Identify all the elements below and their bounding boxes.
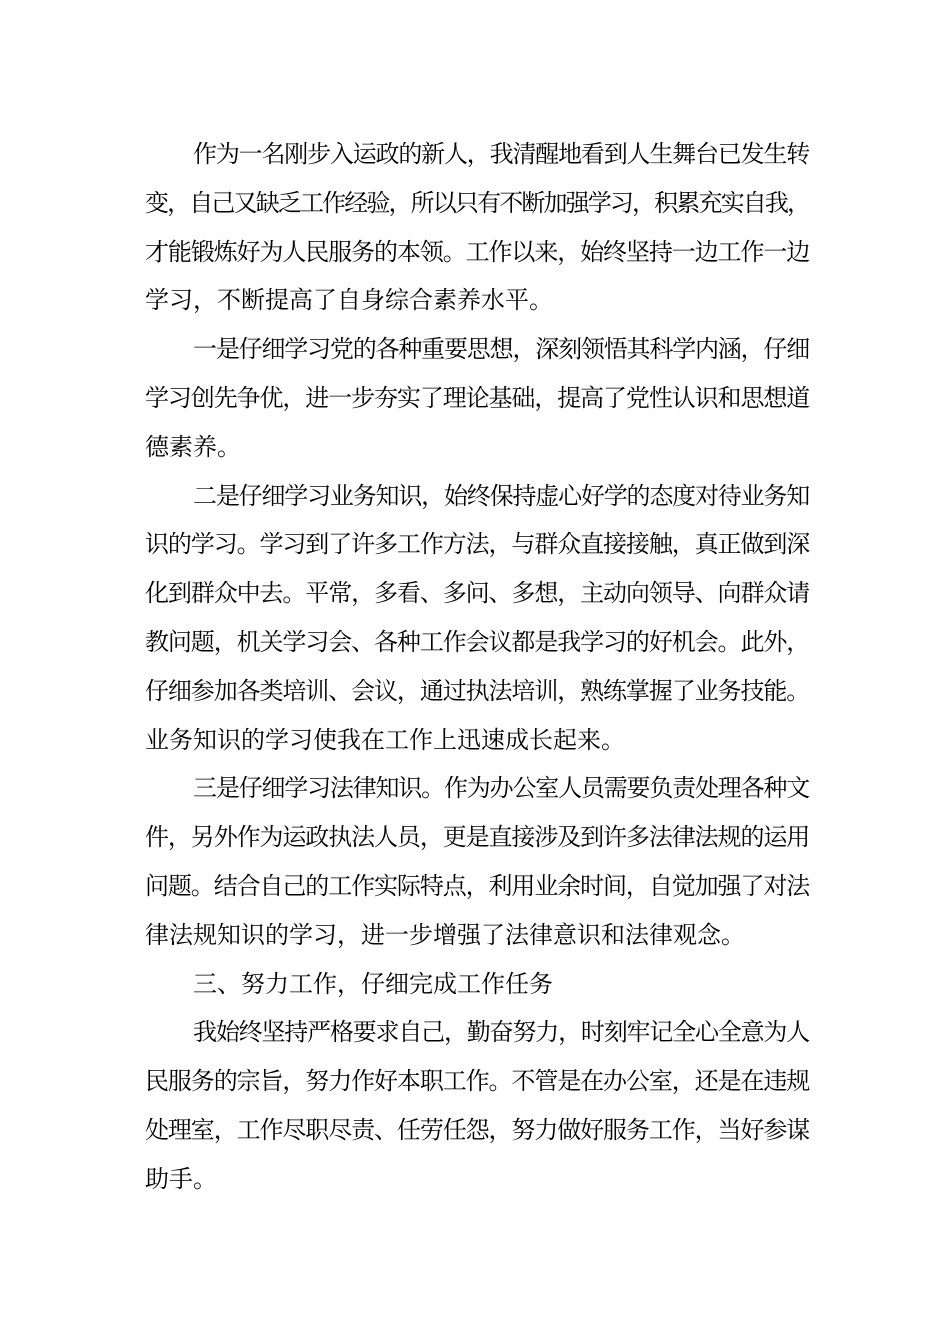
text-line: 仔细参加各类培训、会议，通过执法培训，熟练掌握了业务技能。	[145, 676, 809, 705]
text-line: 识的学习。学习到了许多工作方法，与群众直接接触，真正做到深	[145, 530, 809, 559]
document-body	[145, 130, 809, 1204]
text-line: 民服务的宗旨，努力作好本职工作。不管是在办公室，还是在违规	[145, 1067, 809, 1096]
text-line: 学习创先争优，进一步夯实了理论基础，提高了党性认识和思想道	[145, 383, 809, 412]
text-line: 德素养。	[145, 432, 241, 461]
text-line: 教问题，机关学习会、各种工作会议都是我学习的好机会。此外，	[145, 627, 809, 656]
text-line: 问题。结合自己的工作实际特点，利用业余时间，自觉加强了对法	[145, 871, 809, 900]
text-line: 才能锻炼好为人民服务的本领。工作以来，始终坚持一边工作一边	[145, 237, 809, 266]
text-line: 律法规知识的学习，进一步增强了法律意识和法律观念。	[145, 920, 745, 949]
text-line: 化到群众中去。平常，多看、多问、多想，主动向领导、向群众请	[145, 579, 809, 608]
text-line: 处理室，工作尽职尽责、任劳任怨，努力做好服务工作，当好参谋	[145, 1115, 809, 1144]
text-line: 二是仔细学习业务知识，始终保持虚心好学的态度对待业务知	[193, 481, 809, 510]
text-line: 业务知识的学习使我在工作上迅速成长起来。	[145, 725, 625, 754]
text-line: 我始终坚持严格要求自己，勤奋努力，时刻牢记全心全意为人	[193, 1018, 809, 1047]
text-line: 作为一名刚步入运政的新人，我清醒地看到人生舞台已发生转	[193, 140, 809, 168]
text-line: 一是仔细学习党的各种重要思想，深刻领悟其科学内涵，仔细	[193, 335, 809, 364]
text-line: 三、努力工作，仔细完成工作任务	[193, 969, 553, 998]
text-line: 学习，不断提高了自身综合素养水平。	[145, 286, 553, 315]
text-line: 件，另外作为运政执法人员，更是直接涉及到许多法律法规的运用	[145, 823, 809, 852]
text-line: 变，自己又缺乏工作经验，所以只有不断加强学习，积累充实自我，	[145, 188, 809, 217]
text-line: 助手。	[145, 1164, 217, 1193]
text-line: 三是仔细学习法律知识。作为办公室人员需要负责处理各种文	[193, 774, 809, 803]
